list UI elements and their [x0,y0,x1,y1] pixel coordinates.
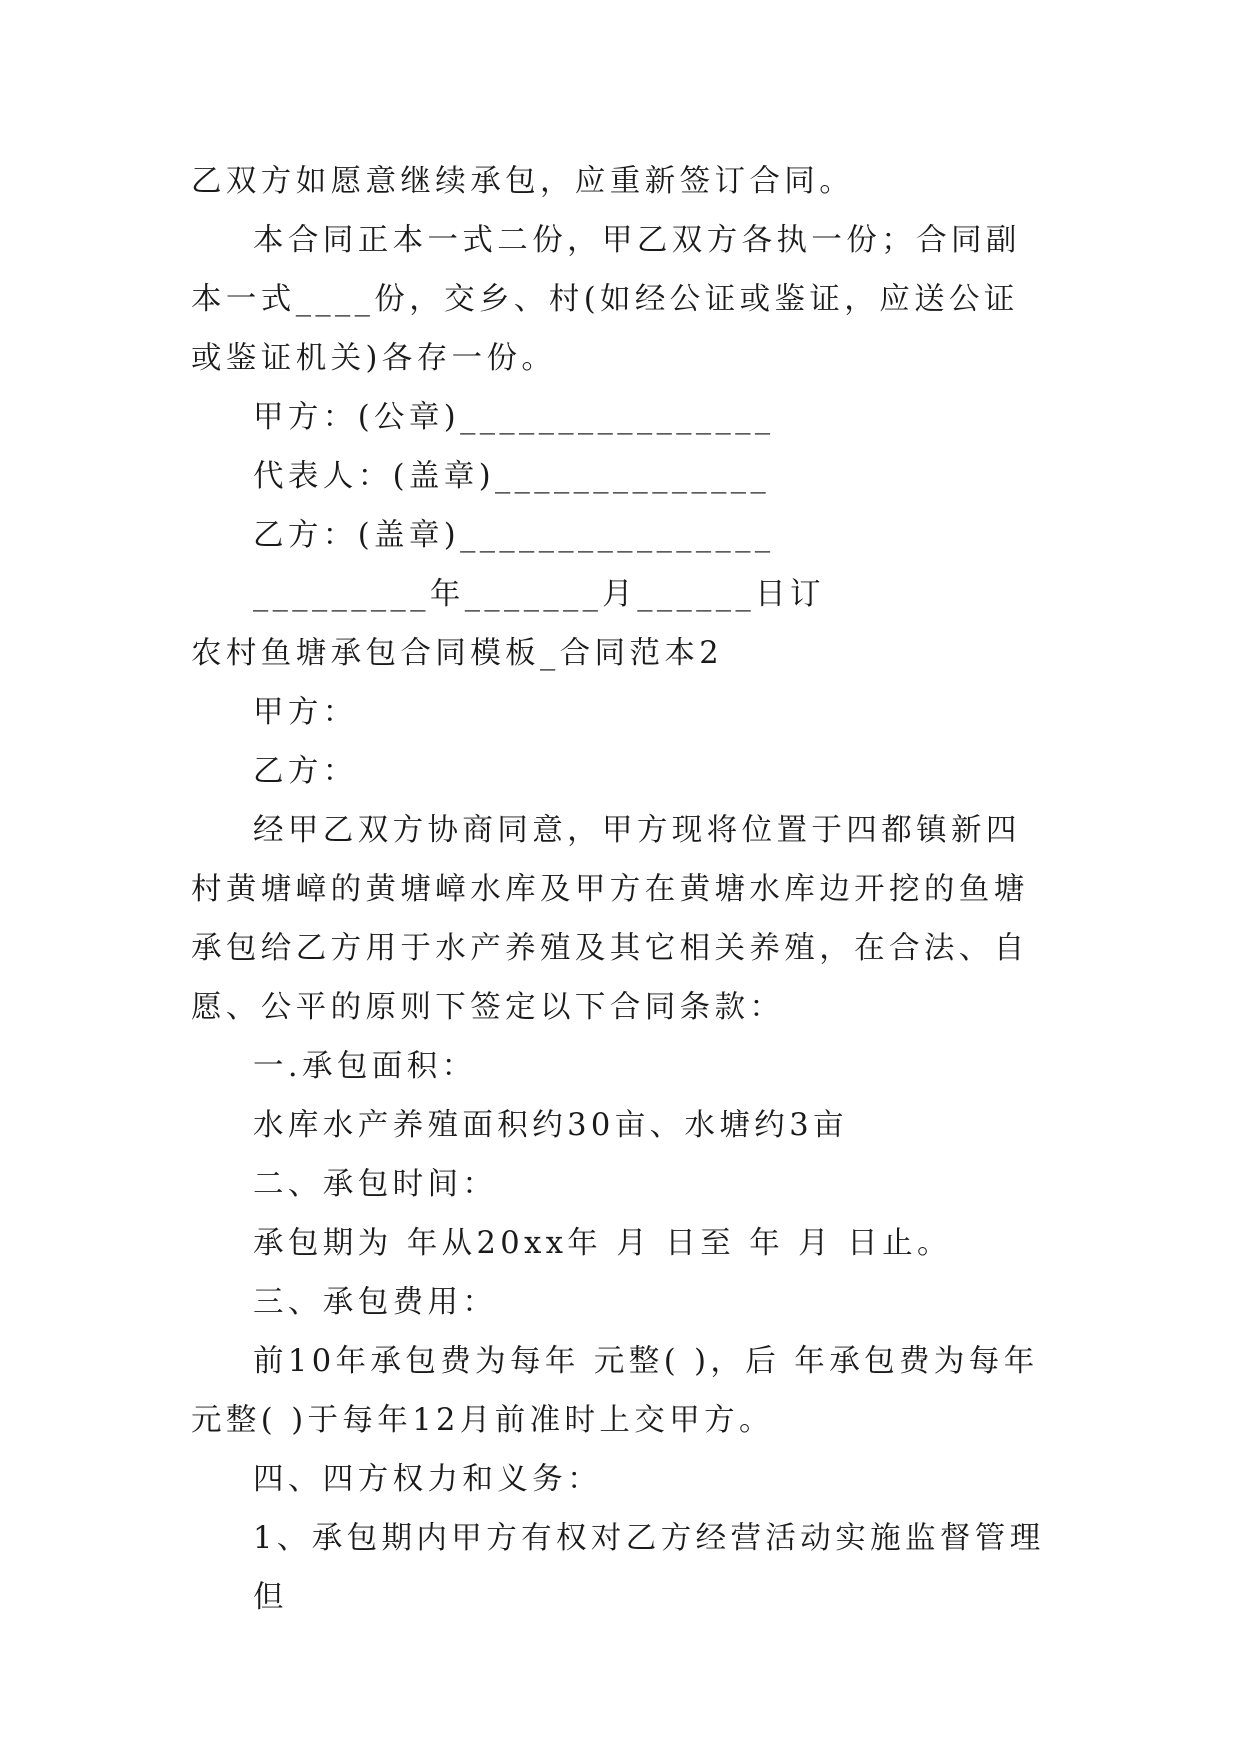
clause-fee-text: 前10年承包费为每年 元整( )，后 年承包费为每年元整( )于每年12月前准时上交甲方。 [191,1344,1039,1438]
signature-representative: 代表人：(盖章)______________ [253,459,771,494]
paragraph-continuation: 乙双方如愿意继续承包，应重新签订合同。 [191,164,855,199]
paragraph-intro: 经甲乙双方协商同意，甲方现将位置于四都镇新四村黄塘嶂的黄塘嶂水库及甲方在黄塘水库边开挖的鱼塘承包给乙方用于水产养殖及其它相关养殖，在合法、自愿、公平的原则下签定以下合同条款： [191,813,1029,1025]
signature-party-b: 乙方：(盖章)________________ [253,518,775,553]
clause-heading-fee: 三、承包费用： [253,1285,498,1320]
signature-date: _________年_______月______日订 [253,577,825,612]
document-body [191,152,1053,1627]
signature-party-a: 甲方：(公章)________________ [253,400,775,435]
clause-heading-rights: 四、四方权力和义务： [253,1462,602,1497]
clause-heading-term: 二、承包时间： [253,1167,498,1202]
party-b-label: 乙方： [253,754,358,789]
clause-rights-item-1: 1、承包期内甲方有权对乙方经营活动实施监督管理但 [253,1521,1045,1615]
paragraph-copies: 本合同正本一式二份，甲乙双方各执一份；合同副本一式____份，交乡、村(如经公证或鉴证，应送公证或鉴证机关)各存一份。 [191,223,1021,376]
clause-area-text: 水库水产养殖面积约30亩、水塘约3亩 [253,1108,848,1143]
clause-heading-area: 一.承包面积： [253,1049,477,1084]
clause-term-text: 承包期为 年从20xx年 月 日至 年 月 日止。 [253,1226,952,1261]
section-heading: 农村鱼塘承包合同模板_合同范本2 [191,636,724,671]
party-a-label: 甲方： [253,695,358,730]
